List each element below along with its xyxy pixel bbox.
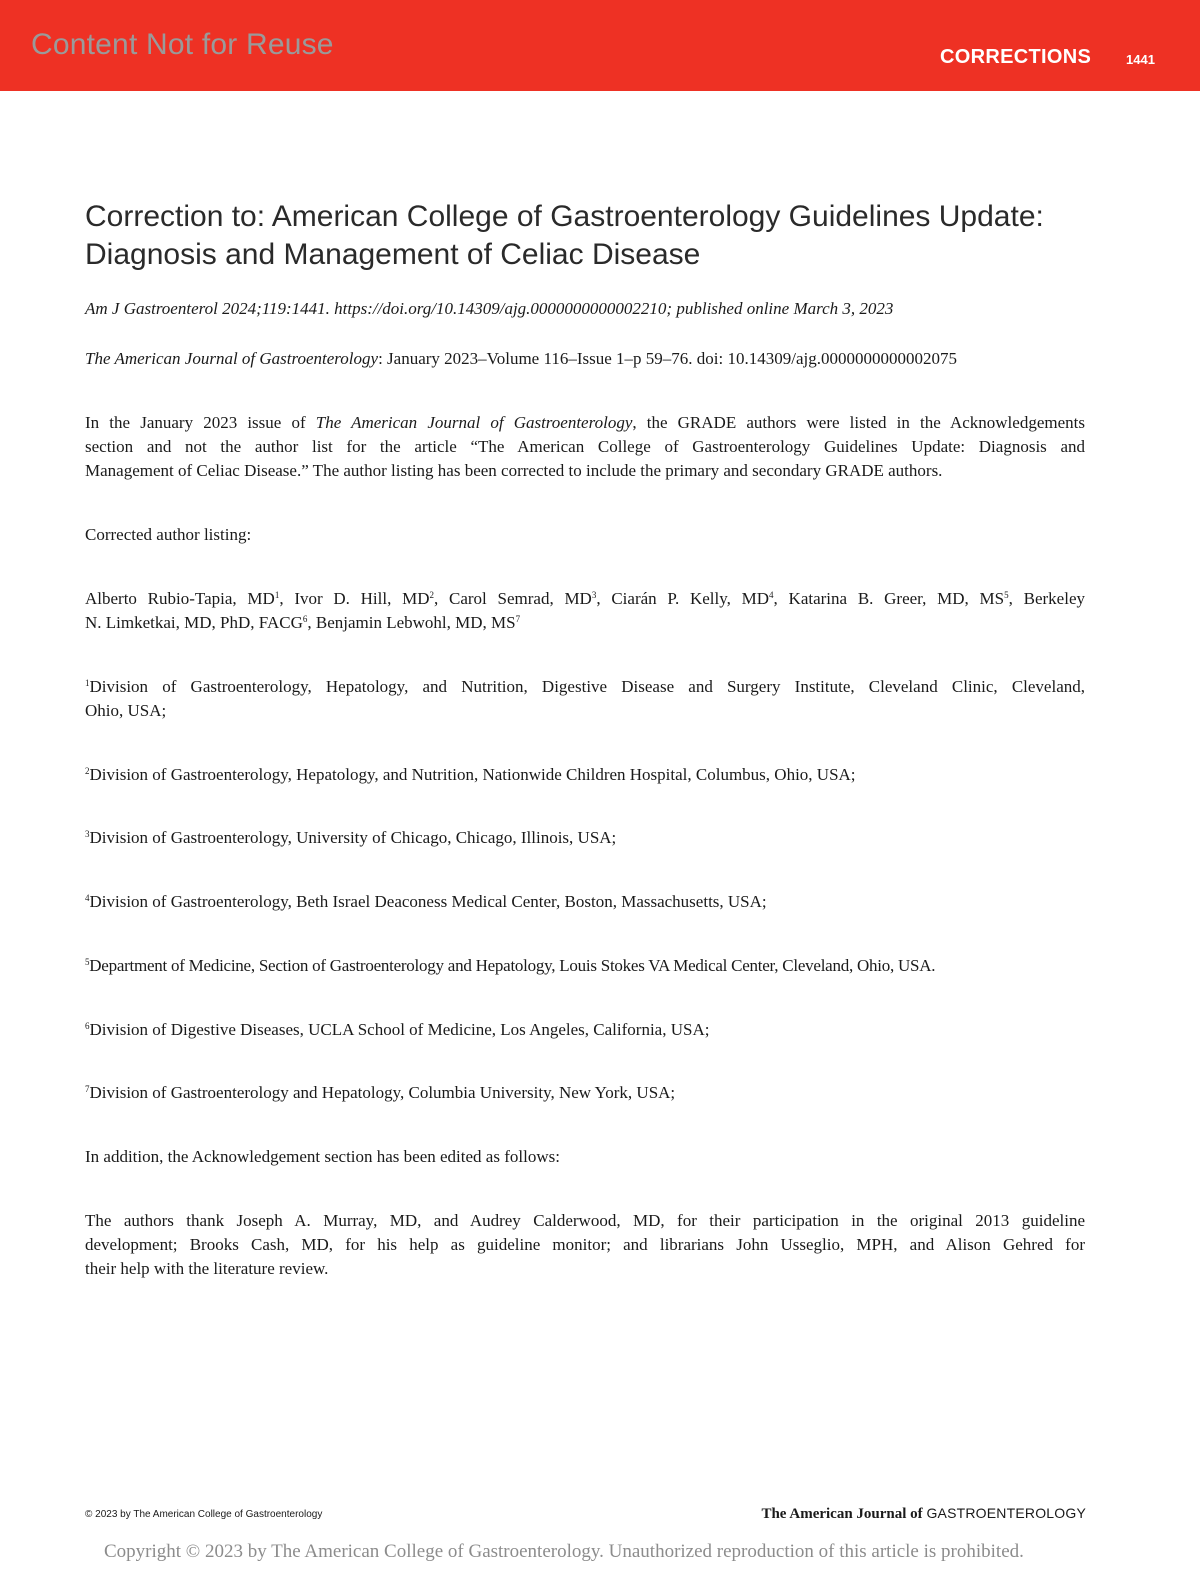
paragraph-line: development; Brooks Cash, MD, for his help as guideline monitor; and librarians John Usseglio, MPH, and Alison Gehred for	[85, 1235, 1085, 1254]
affiliation-text: Division of Gastroenterology, Beth Israel Deaconess Medical Center, Boston, Massachusetts, USA;	[89, 892, 767, 911]
original-reference-details: : January 2023–Volume 116–Issue 1–p 59–76. doi: 10.14309/ajg.0000000000002075	[378, 349, 957, 368]
author-sup: 2	[429, 590, 434, 600]
author-sup: 5	[1004, 590, 1009, 600]
section-label: CORRECTIONS	[940, 46, 1092, 68]
affiliation-sup: 1	[85, 678, 90, 688]
watermark-text: Content Not for Reuse	[31, 28, 334, 61]
separator: ,	[596, 589, 612, 608]
footer-copyright-small: © 2023 by The American College of Gastroenterology	[85, 1509, 323, 1520]
title-line: Diagnosis and Management of Celiac Disease	[85, 238, 701, 271]
author-name: N. Limketkai, MD, PhD, FACG	[85, 613, 303, 632]
affiliation-7	[85, 1081, 1085, 1105]
author-name: Carol Semrad, MD	[449, 589, 592, 608]
copyright-notice: Copyright © 2023 by The American College of Gastroenterology. Unauthorized reproduction of this article is prohibited.	[104, 1541, 1024, 1562]
affiliation-sup: 4	[85, 893, 90, 903]
affiliation-sup: 6	[85, 1021, 90, 1031]
paragraph-line	[85, 890, 1085, 914]
paragraph-line: The authors thank Joseph A. Murray, MD, and Audrey Calderwood, MD, for their participation in the original 2013 guideline	[85, 1211, 1085, 1230]
paragraph-line	[85, 611, 1085, 635]
paragraph-line: section and not the author list for the article “The American College of Gastroenterology Guidelines Update: Diagnosis and	[85, 437, 1085, 456]
affiliation-text: Department of Medicine, Section of Gastroenterology and Hepatology, Louis Stokes VA Medical Center, Cleveland, Ohio, USA.	[89, 956, 936, 975]
footer-journal-suffix: GASTROENTEROLOGY	[926, 1505, 1086, 1521]
footer-journal-prefix: The American Journal of	[761, 1506, 927, 1522]
journal-name: The American Journal of Gastroenterology	[315, 413, 633, 432]
citation-line: Am J Gastroenterol 2024;119:1441. https://doi.org/10.14309/ajg.0000000000002210; published online March 3, 2023	[85, 299, 894, 318]
footer-journal-name	[756, 1505, 1086, 1523]
intro-paragraph	[85, 411, 1085, 483]
paragraph-line	[85, 763, 1085, 787]
affiliation-2	[85, 763, 1085, 787]
original-reference	[85, 348, 1105, 370]
affiliation-text: Division of Digestive Diseases, UCLA School of Medicine, Los Angeles, California, USA;	[89, 1020, 710, 1039]
separator: ,	[434, 589, 449, 608]
paragraph-line: Ohio, USA;	[85, 701, 167, 720]
separator: ,	[773, 589, 789, 608]
paragraph-line	[85, 826, 1085, 850]
author-name: Benjamin Lebwohl, MD, MS	[315, 613, 516, 632]
affiliation-text: Division of Gastroenterology and Hepatology, Columbia University, New York, USA;	[89, 1083, 676, 1102]
affiliation-5	[85, 954, 1085, 978]
paragraph-line	[85, 411, 1085, 435]
paragraph-line	[85, 1018, 1085, 1042]
text-run: In the January 2023 issue of	[85, 413, 316, 432]
paragraph-line: Management of Celiac Disease.” The author listing has been corrected to include the primary and secondary GRADE authors.	[85, 461, 943, 480]
affiliation-6	[85, 1018, 1085, 1042]
affiliation-text: Division of Gastroenterology, Hepatology, and Nutrition, Nationwide Children Hospital, Columbus, Ohio, USA;	[89, 765, 856, 784]
affiliation-3	[85, 826, 1085, 850]
paragraph-line	[85, 1081, 1085, 1105]
affiliation-sup: 3	[85, 829, 90, 839]
affiliation-4	[85, 890, 1085, 914]
separator: ,	[307, 613, 316, 632]
acknowledgement-intro: In addition, the Acknowledgement section has been edited as follows:	[85, 1147, 560, 1166]
author-sup: 3	[591, 590, 597, 600]
separator: ,	[279, 589, 295, 608]
affiliation-sup: 5	[85, 957, 90, 967]
paragraph-line	[85, 954, 1085, 978]
corrected-heading: Corrected author listing:	[85, 525, 252, 544]
author-name: Ciarán P. Kelly, MD	[611, 589, 770, 608]
acknowledgement-paragraph	[85, 1209, 1085, 1281]
author-name: Katarina B. Greer, MD, MS	[788, 589, 1005, 608]
header-banner	[0, 0, 1200, 91]
author-sup: 4	[769, 590, 774, 600]
original-journal-name: The American Journal of Gastroenterology	[85, 349, 379, 368]
affiliation-sup: 2	[85, 766, 90, 776]
text-run: , the GRADE authors were listed in the Acknowledgements	[632, 413, 1085, 432]
paragraph-line	[85, 587, 1085, 611]
author-sup: 6	[302, 614, 308, 624]
affiliation-text: Division of Gastroenterology, Hepatology, and Nutrition, Digestive Disease and Surgery Institute, Cleveland Clinic, Cleveland,	[89, 677, 1085, 696]
affiliation-sup: 7	[85, 1084, 90, 1094]
author-sup: 7	[515, 614, 521, 624]
title-line: Correction to: American College of Gastroenterology Guidelines Update:	[85, 200, 1044, 233]
separator: , Berkeley	[1008, 589, 1085, 608]
author-sup: 1	[274, 590, 280, 600]
author-name: Ivor D. Hill, MD	[294, 589, 430, 608]
page-number: 1441	[1126, 52, 1155, 67]
author-name: Alberto Rubio-Tapia, MD	[85, 589, 275, 608]
affiliation-text: Division of Gastroenterology, University of Chicago, Chicago, Illinois, USA;	[89, 828, 617, 847]
paragraph-line	[85, 675, 1085, 699]
article-title	[85, 198, 1105, 274]
author-list	[85, 587, 1085, 635]
paragraph-line: their help with the literature review.	[85, 1259, 329, 1278]
affiliation-1	[85, 675, 1085, 723]
